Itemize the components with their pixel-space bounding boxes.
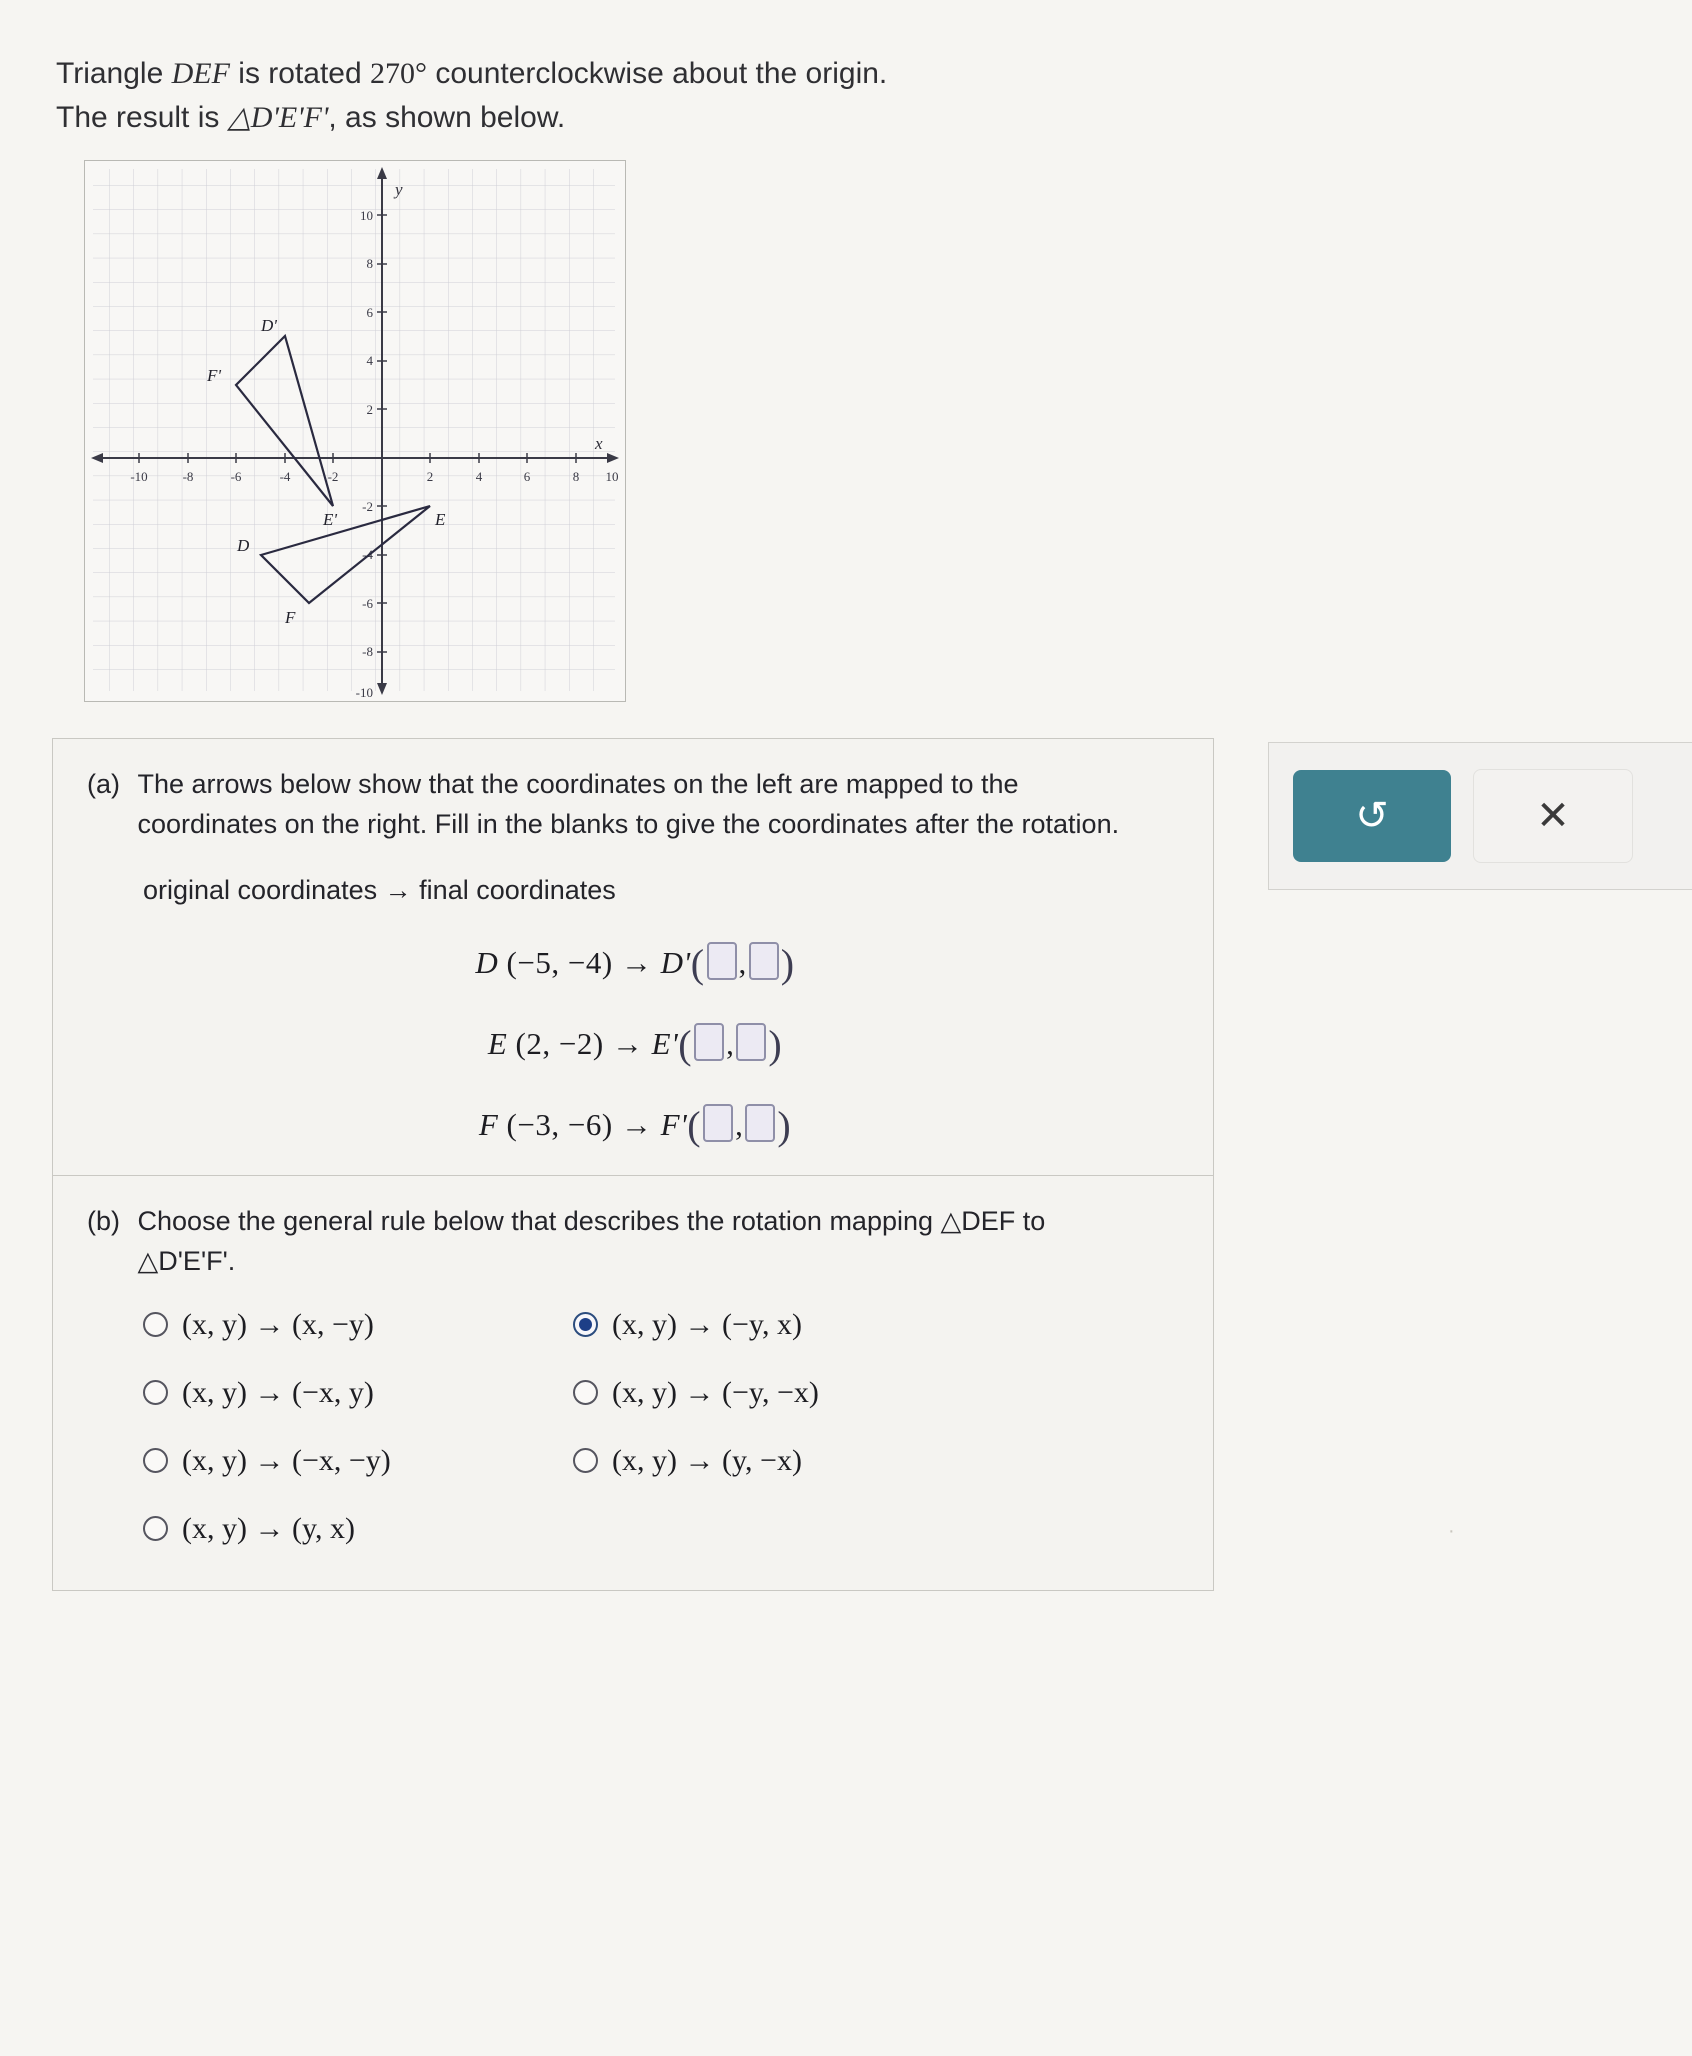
option-7-label: (x, y) → (y, x) [182, 1511, 356, 1545]
mapping-row-e-from-point: E [487, 1025, 508, 1061]
triangle-image-label: △D'E'F' [227, 100, 329, 134]
mapping-header-right: final coordinates [419, 874, 616, 905]
answer-toolbar [1268, 742, 1692, 890]
svg-text:4: 4 [475, 469, 483, 484]
option-3-label: (x, y) → (−x, y) [182, 1375, 374, 1409]
mapping-row-e: E (2, −2) → E'( , ) [487, 1021, 783, 1067]
input-d-prime-y[interactable] [749, 942, 779, 980]
label-e-prime: E' [323, 510, 338, 529]
mapping-row-e-arrow: → [611, 1025, 644, 1061]
mapping-row-d-to-point: D' [660, 944, 691, 980]
input-e-prime-x[interactable] [694, 1023, 724, 1061]
triangle-def-label: DEF [171, 57, 230, 90]
x-axis-label: x [595, 434, 603, 453]
svg-text:-4: -4 [279, 469, 291, 484]
option-4-label: (x, y) → (−y, −x) [612, 1375, 819, 1409]
problem-line2-a: The result is [56, 100, 228, 134]
undo-icon: ↺ [1355, 794, 1389, 838]
problem-line2-b: , as shown below. [328, 100, 566, 134]
part-b-prompt [87, 1202, 1183, 1282]
part-a-prompt [87, 765, 1183, 845]
label-e: E [435, 510, 446, 529]
input-d-prime-x[interactable] [707, 942, 737, 980]
mapping-row-f-from-point: F [478, 1106, 499, 1142]
mapping-row-d-from-coords: (−5, −4) [506, 944, 613, 980]
svg-text:10: 10 [605, 469, 619, 484]
svg-text:2: 2 [426, 469, 434, 484]
part-a-label: (a) [87, 769, 120, 799]
mapping-header-arrow: → [384, 874, 412, 905]
mapping-row-f-to-point: F' [660, 1106, 688, 1142]
mapping-row-f-from-coords: (−3, −6) [506, 1106, 613, 1142]
svg-text:8: 8 [572, 469, 580, 484]
answer-card [52, 738, 1214, 1591]
option-1-label: (x, y) → (x, −y) [182, 1307, 374, 1341]
option-2-label: (x, y) → (−y, x) [612, 1307, 802, 1341]
svg-text:-10: -10 [355, 685, 373, 699]
coordinate-graph [84, 160, 626, 702]
svg-text:-8: -8 [362, 644, 373, 659]
svg-text:2: 2 [366, 402, 373, 417]
svg-text:4: 4 [366, 353, 373, 368]
problem-line1-b: is rotated [229, 57, 371, 90]
option-7[interactable] [143, 1512, 573, 1546]
part-a-section [53, 739, 1213, 1175]
radio-icon[interactable] [143, 1516, 168, 1541]
svg-text:10: 10 [360, 208, 373, 223]
mapping-row-f: F (−3, −6) → F'( , ) [478, 1102, 792, 1148]
undo-button[interactable] [1293, 770, 1451, 862]
svg-text:-2: -2 [362, 499, 373, 514]
svg-text:-4: -4 [362, 547, 373, 562]
clear-button[interactable] [1473, 769, 1633, 863]
part-b-text: Choose the general rule below that describes the rotation mapping △DEF to △D'E'F'. [137, 1205, 1046, 1276]
part-b-section [53, 1175, 1213, 1590]
option-4[interactable] [573, 1376, 1003, 1410]
radio-icon-selected[interactable] [573, 1312, 598, 1337]
problem-statement [56, 52, 1356, 139]
radio-icon[interactable] [143, 1380, 168, 1405]
mapping-row-f-arrow: → [620, 1106, 653, 1142]
mapping-row-e-to-point: E' [651, 1025, 679, 1061]
svg-text:8: 8 [366, 256, 373, 271]
option-6[interactable] [573, 1444, 1003, 1478]
page-artifact: · [1448, 1520, 1455, 1542]
radio-icon[interactable] [573, 1448, 598, 1473]
close-icon: ✕ [1536, 794, 1570, 838]
rotation-angle: 270° [370, 57, 428, 90]
svg-text:-6: -6 [362, 596, 373, 611]
option-3[interactable] [143, 1376, 573, 1410]
mapping-header [87, 875, 1183, 906]
part-a-text: The arrows below show that the coordinates on the left are mapped to the coordinates on the right. Fill in the blanks to give the coordinates after the rotation. [137, 769, 1120, 839]
input-f-prime-y[interactable] [745, 1104, 775, 1142]
svg-text:-10: -10 [130, 469, 148, 484]
label-f: F [285, 608, 296, 627]
mapping-header-left: original coordinates [143, 874, 378, 905]
input-e-prime-y[interactable] [736, 1023, 766, 1061]
svg-text:-2: -2 [327, 469, 339, 484]
radio-icon[interactable] [143, 1312, 168, 1337]
label-f-prime: F' [207, 366, 222, 385]
svg-text:-8: -8 [182, 469, 194, 484]
graph-svg [85, 161, 623, 699]
label-d: D [237, 536, 250, 555]
label-d-prime: D' [261, 316, 277, 335]
svg-text:-6: -6 [230, 469, 242, 484]
svg-text:6: 6 [366, 305, 373, 320]
option-5-label: (x, y) → (−x, −y) [182, 1443, 391, 1477]
rule-options [87, 1308, 1183, 1546]
part-b-label: (b) [87, 1205, 120, 1236]
radio-icon[interactable] [573, 1380, 598, 1405]
option-1[interactable] [143, 1308, 573, 1342]
problem-line1-a: Triangle [56, 57, 172, 90]
mapping-row-d: D (−5, −4) → D'( , ) [475, 940, 795, 986]
option-2[interactable] [573, 1308, 1003, 1342]
radio-icon[interactable] [143, 1448, 168, 1473]
mapping-row-d-from-point: D [475, 944, 499, 980]
option-5[interactable] [143, 1444, 573, 1478]
problem-line1-c: counterclockwise about the origin. [427, 57, 888, 90]
mapping-row-d-arrow: → [620, 944, 653, 980]
svg-text:6: 6 [523, 469, 531, 484]
input-f-prime-x[interactable] [703, 1104, 733, 1142]
y-axis-label: y [395, 180, 403, 199]
mapping-row-e-from-coords: (2, −2) [515, 1025, 604, 1061]
option-6-label: (x, y) → (y, −x) [612, 1443, 802, 1477]
